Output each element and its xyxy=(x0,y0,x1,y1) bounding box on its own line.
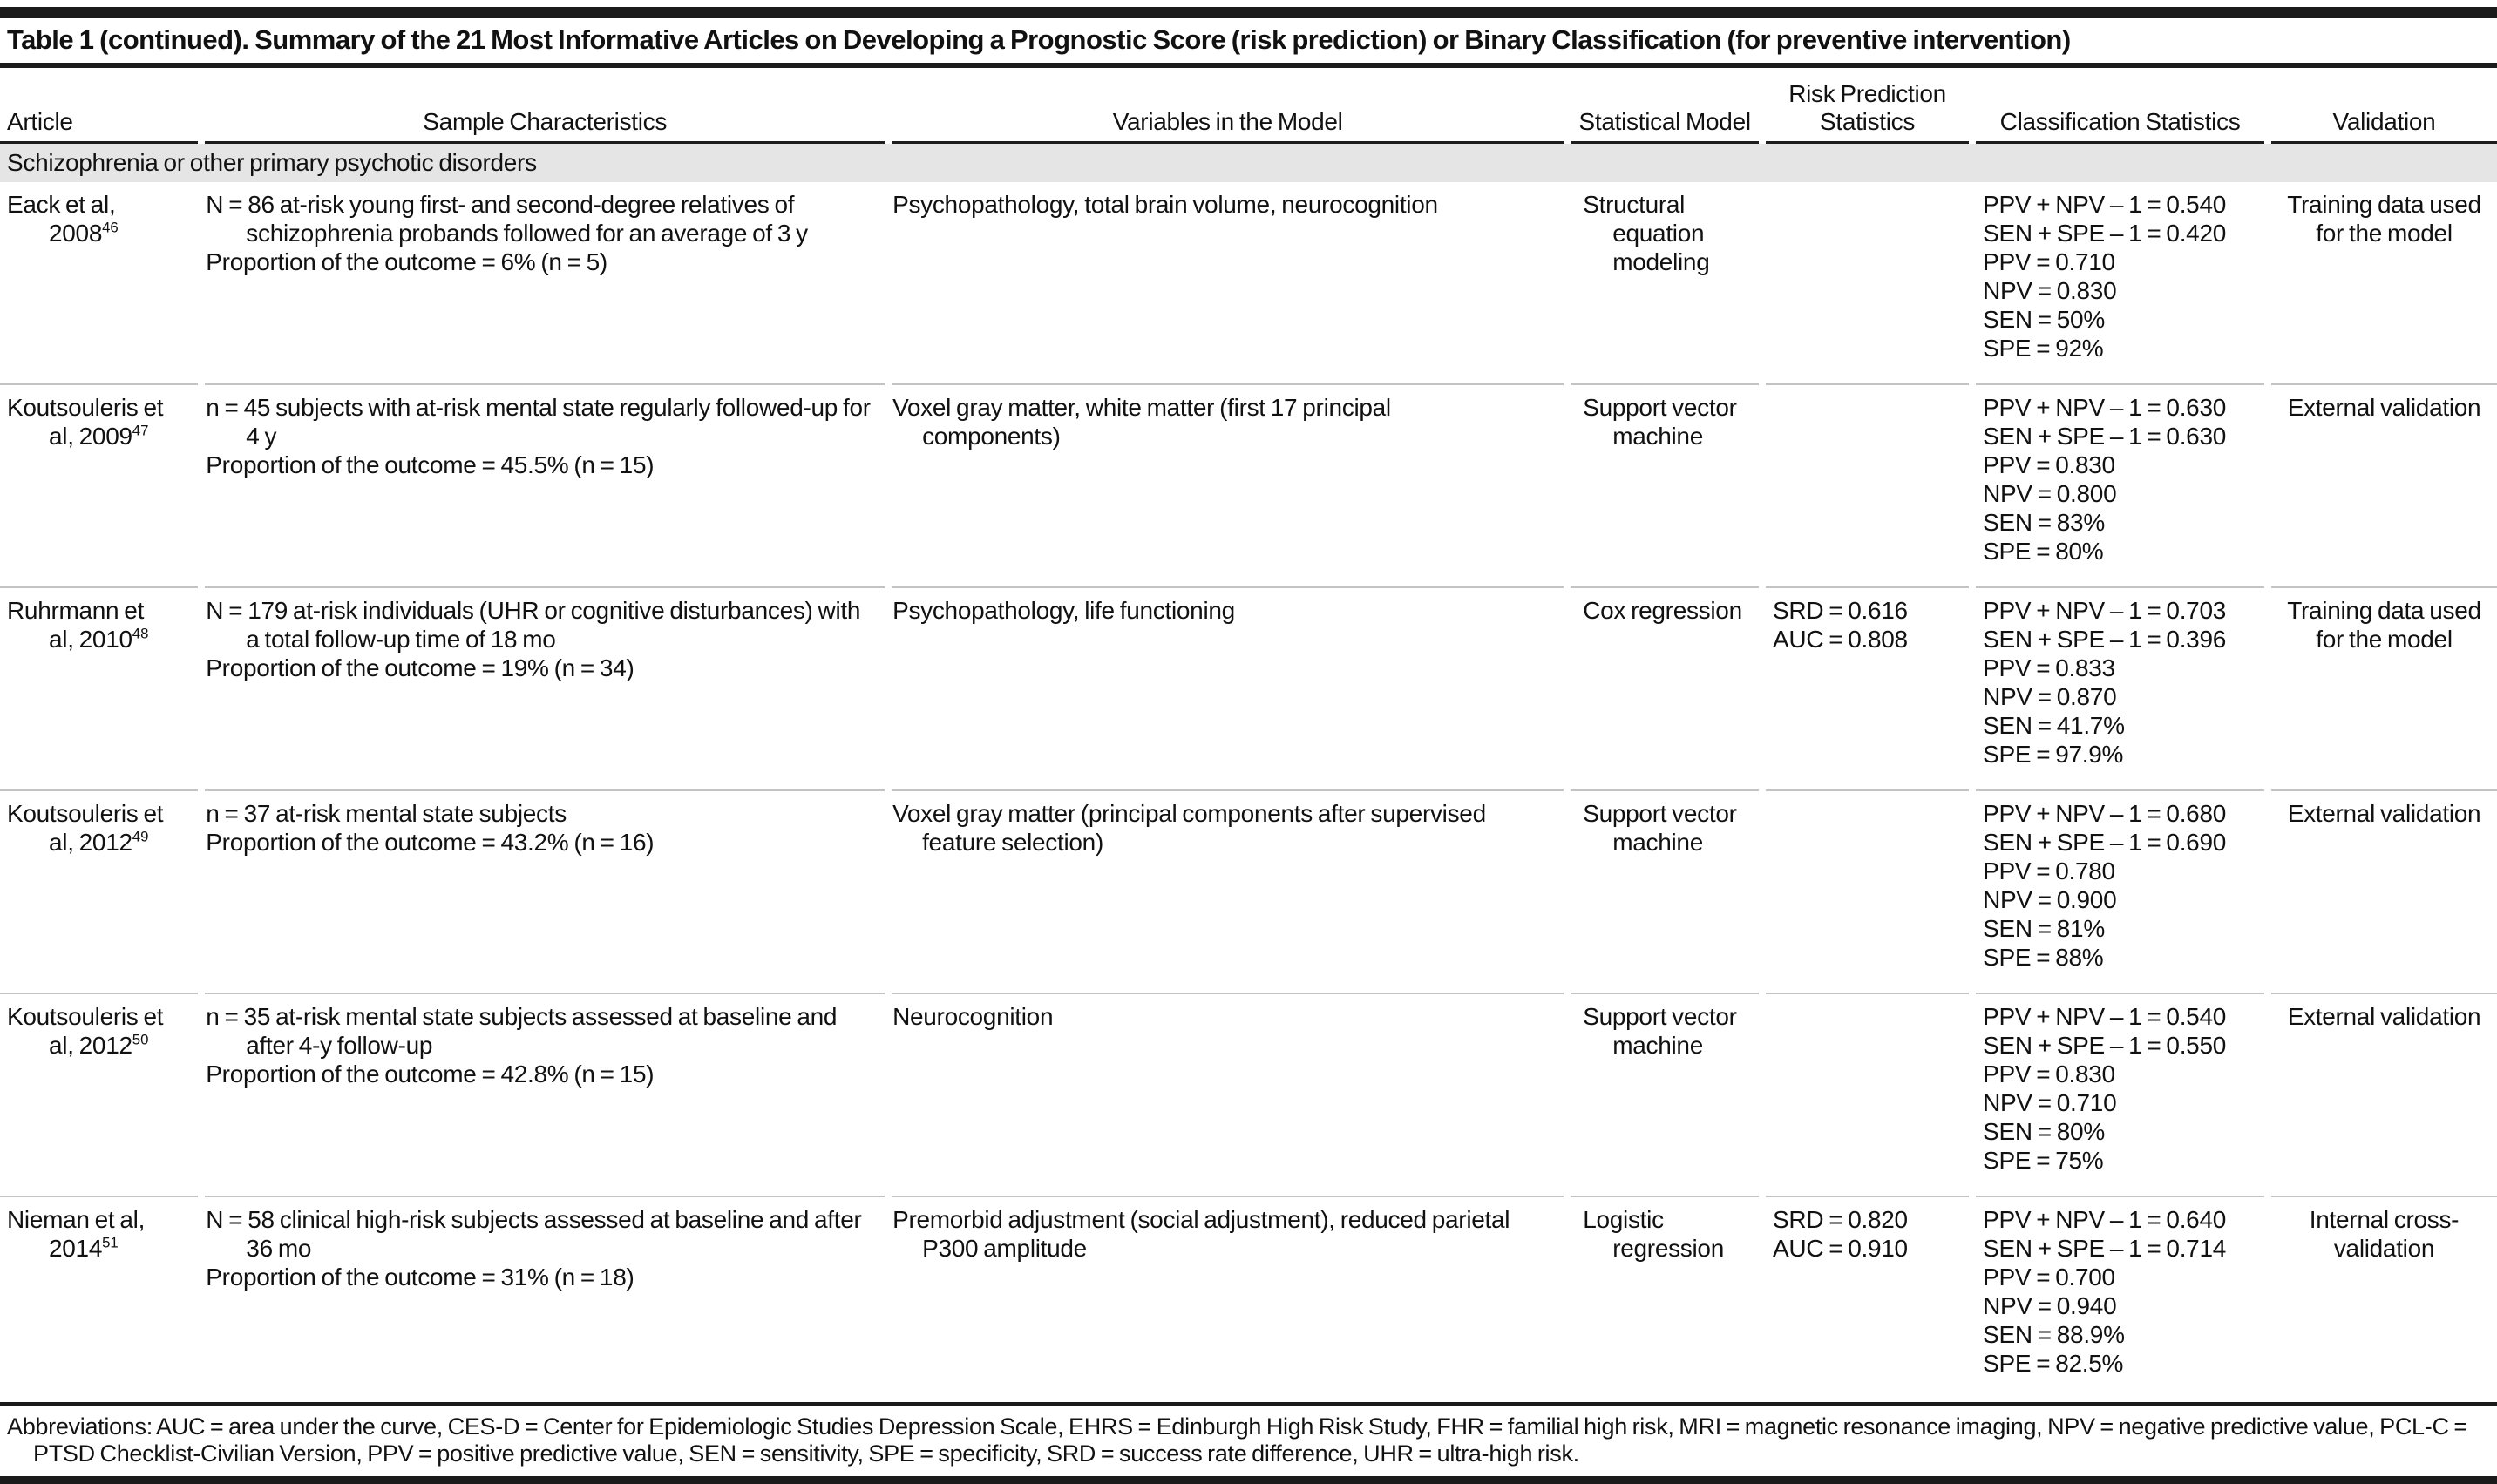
summary-table-wrap xyxy=(0,68,2497,1400)
article-cell xyxy=(7,1002,163,1060)
reference-superscript: 48 xyxy=(132,625,149,642)
classification-stat: NPV = 0.900 xyxy=(1983,886,2117,913)
variables-cell: Voxel gray matter (principal components after supervised feature selection) xyxy=(892,800,1486,856)
sample-line: n = 37 at-risk mental state subjects xyxy=(206,800,567,827)
section-header-row xyxy=(0,144,2497,182)
classification-stat: PPV = 0.833 xyxy=(1983,654,2115,681)
classification-stat: PPV = 0.830 xyxy=(1983,451,2115,478)
reference-superscript: 46 xyxy=(102,219,119,236)
model-cell: Cox regression xyxy=(1583,597,1742,624)
classification-stat: SPE = 88% xyxy=(1983,944,2104,971)
column-header-classification: Classification Statistics xyxy=(1976,68,2264,144)
classification-stat: NPV = 0.710 xyxy=(1983,1089,2117,1116)
classification-stat: PPV + NPV – 1 = 0.540 xyxy=(1983,1003,2226,1030)
top-rule xyxy=(0,7,2497,18)
page-title: Table 1 (continued). Summary of the 21 Most Informative Articles on Developing a Prognostic Score (risk prediction) or Binary Classification (for preventive intervention) xyxy=(7,24,2071,55)
risk-stat: SRD = 0.820 xyxy=(1773,1206,1908,1233)
classification-stat: SPE = 82.5% xyxy=(1983,1350,2124,1377)
classification-stat: SEN + SPE – 1 = 0.396 xyxy=(1983,626,2226,653)
column-header-model: Statistical Model xyxy=(1571,68,1759,144)
variables-cell: Neurocognition xyxy=(892,1003,1054,1030)
classification-stat: PPV + NPV – 1 = 0.540 xyxy=(1983,191,2226,218)
sample-line: Proportion of the outcome = 31% (n = 18) xyxy=(206,1264,634,1291)
sample-line: Proportion of the outcome = 43.2% (n = 16) xyxy=(206,829,655,856)
classification-stat: SPE = 75% xyxy=(1983,1147,2104,1174)
reference-superscript: 47 xyxy=(132,422,149,439)
classification-stat: SEN = 81% xyxy=(1983,915,2105,942)
classification-stat: SPE = 97.9% xyxy=(1983,741,2124,768)
model-cell: Support vector machine xyxy=(1583,1003,1737,1059)
table-row xyxy=(0,1197,2497,1400)
classification-stat: SEN + SPE – 1 = 0.550 xyxy=(1983,1032,2226,1059)
classification-stat: SEN + SPE – 1 = 0.420 xyxy=(1983,220,2226,247)
classification-stat: PPV + NPV – 1 = 0.703 xyxy=(1983,597,2226,624)
sample-line: Proportion of the outcome = 19% (n = 34) xyxy=(206,654,634,681)
sample-line: n = 35 at-risk mental state subjects assessed at baseline and after 4-y follow-up xyxy=(206,1003,838,1059)
model-cell: Logistic regression xyxy=(1583,1206,1724,1262)
table-row xyxy=(0,588,2497,791)
variables-cell: Psychopathology, total brain volume, neurocognition xyxy=(892,191,1438,218)
article-text: Koutsouleris et al, 2012 xyxy=(7,800,164,856)
classification-stat: NPV = 0.830 xyxy=(1983,277,2117,304)
article-cell xyxy=(7,596,163,654)
column-header-sample: Sample Characteristics xyxy=(205,68,885,144)
classification-stat: SEN = 88.9% xyxy=(1983,1321,2125,1348)
reference-superscript: 50 xyxy=(132,1031,149,1048)
article-text: Koutsouleris et al, 2009 xyxy=(7,394,164,450)
article-text: Nieman et al, 2014 xyxy=(7,1206,146,1262)
classification-stat: PPV = 0.700 xyxy=(1983,1264,2115,1291)
bottom-rule xyxy=(0,1476,2497,1484)
classification-stat: SEN = 80% xyxy=(1983,1118,2105,1145)
summary-table xyxy=(0,68,2497,1400)
classification-stat: SEN = 41.7% xyxy=(1983,712,2125,739)
section-header: Schizophrenia or other primary psychotic disorders xyxy=(0,144,2497,182)
article-cell xyxy=(7,1205,163,1263)
variables-cell: Premorbid adjustment (social adjustment), reduced parietal P300 amplitude xyxy=(892,1206,1510,1262)
classification-stat: NPV = 0.800 xyxy=(1983,480,2117,507)
sample-line: N = 86 at-risk young first- and second-degree relatives of schizophrenia probands followed for an average of 3 y xyxy=(206,191,808,247)
validation-cell: External validation xyxy=(2287,394,2481,421)
model-cell: Support vector machine xyxy=(1583,394,1737,450)
sample-line: N = 58 clinical high-risk subjects assessed at baseline and after 36 mo xyxy=(206,1206,862,1262)
validation-cell: External validation xyxy=(2287,800,2481,827)
abbreviations-footnote: Abbreviations: AUC = area under the curve, CES-D = Center for Epidemiologic Studies Depression Scale, EHRS = Edinburgh High Risk Study, FHR = familial high risk, MRI = magnetic resonance imaging, NPV = negative predictive value, PCL-C = PTSD Checklist-Civilian Version, PPV = positive predictive value, SEN = sensitivity, SPE = specificity, SRD = success rate difference, UHR = ultra-high risk. xyxy=(7,1413,2467,1467)
classification-stat: SEN + SPE – 1 = 0.714 xyxy=(1983,1235,2226,1262)
column-header-variables: Variables in the Model xyxy=(892,68,1564,144)
article-cell xyxy=(7,799,163,857)
classification-stat: SPE = 92% xyxy=(1983,335,2104,362)
reference-superscript: 51 xyxy=(102,1234,119,1251)
classification-stat: PPV + NPV – 1 = 0.640 xyxy=(1983,1206,2226,1233)
article-cell xyxy=(7,393,163,451)
article-text: Ruhrmann et al, 2010 xyxy=(7,597,145,653)
classification-stat: PPV + NPV – 1 = 0.630 xyxy=(1983,394,2226,421)
header-row xyxy=(0,68,2497,144)
sample-line: Proportion of the outcome = 42.8% (n = 15) xyxy=(206,1060,655,1088)
reference-superscript: 49 xyxy=(132,828,149,845)
classification-stat: PPV = 0.780 xyxy=(1983,857,2115,884)
model-cell: Structural equation modeling xyxy=(1583,191,1710,275)
sample-line: Proportion of the outcome = 45.5% (n = 15) xyxy=(206,451,655,478)
classification-stat: SEN = 83% xyxy=(1983,509,2105,536)
column-header-risk: Risk Prediction Statistics xyxy=(1766,68,1969,144)
sample-line: n = 45 subjects with at-risk mental state regularly followed-up for 4 y xyxy=(206,394,871,450)
classification-stat: SPE = 80% xyxy=(1983,538,2104,565)
validation-cell: External validation xyxy=(2287,1003,2481,1030)
risk-stat: AUC = 0.808 xyxy=(1773,626,1908,653)
sample-line: Proportion of the outcome = 6% (n = 5) xyxy=(206,248,607,275)
article-cell xyxy=(7,190,163,247)
classification-stat: SEN + SPE – 1 = 0.690 xyxy=(1983,829,2226,856)
table-row xyxy=(0,791,2497,994)
variables-cell: Voxel gray matter, white matter (first 17 principal components) xyxy=(892,394,1391,450)
classification-stat: PPV + NPV – 1 = 0.680 xyxy=(1983,800,2226,827)
article-text: Eack et al, 2008 xyxy=(7,191,116,247)
classification-stat: NPV = 0.870 xyxy=(1983,683,2117,710)
table-header xyxy=(0,68,2497,144)
variables-cell: Psychopathology, life functioning xyxy=(892,597,1235,624)
classification-stat: SEN = 50% xyxy=(1983,306,2105,333)
classification-stat: SEN + SPE – 1 = 0.630 xyxy=(1983,423,2226,450)
risk-stat: SRD = 0.616 xyxy=(1773,597,1908,624)
validation-cell: Training data used for the model xyxy=(2287,191,2481,247)
column-header-article: Article xyxy=(0,68,198,144)
table-row xyxy=(0,994,2497,1197)
validation-cell: Internal cross-validation xyxy=(2309,1206,2460,1262)
table-row xyxy=(0,385,2497,588)
sample-line: N = 179 at-risk individuals (UHR or cognitive disturbances) with a total follow-up time of 18 mo xyxy=(206,597,861,653)
table-row xyxy=(0,182,2497,385)
model-cell: Support vector machine xyxy=(1583,800,1737,856)
classification-stat: PPV = 0.710 xyxy=(1983,248,2115,275)
column-header-validation: Validation xyxy=(2271,68,2497,144)
risk-stat: AUC = 0.910 xyxy=(1773,1235,1908,1262)
classification-stat: NPV = 0.940 xyxy=(1983,1292,2117,1319)
classification-stat: PPV = 0.830 xyxy=(1983,1060,2115,1088)
article-text: Koutsouleris et al, 2012 xyxy=(7,1003,164,1059)
validation-cell: Training data used for the model xyxy=(2287,597,2481,653)
